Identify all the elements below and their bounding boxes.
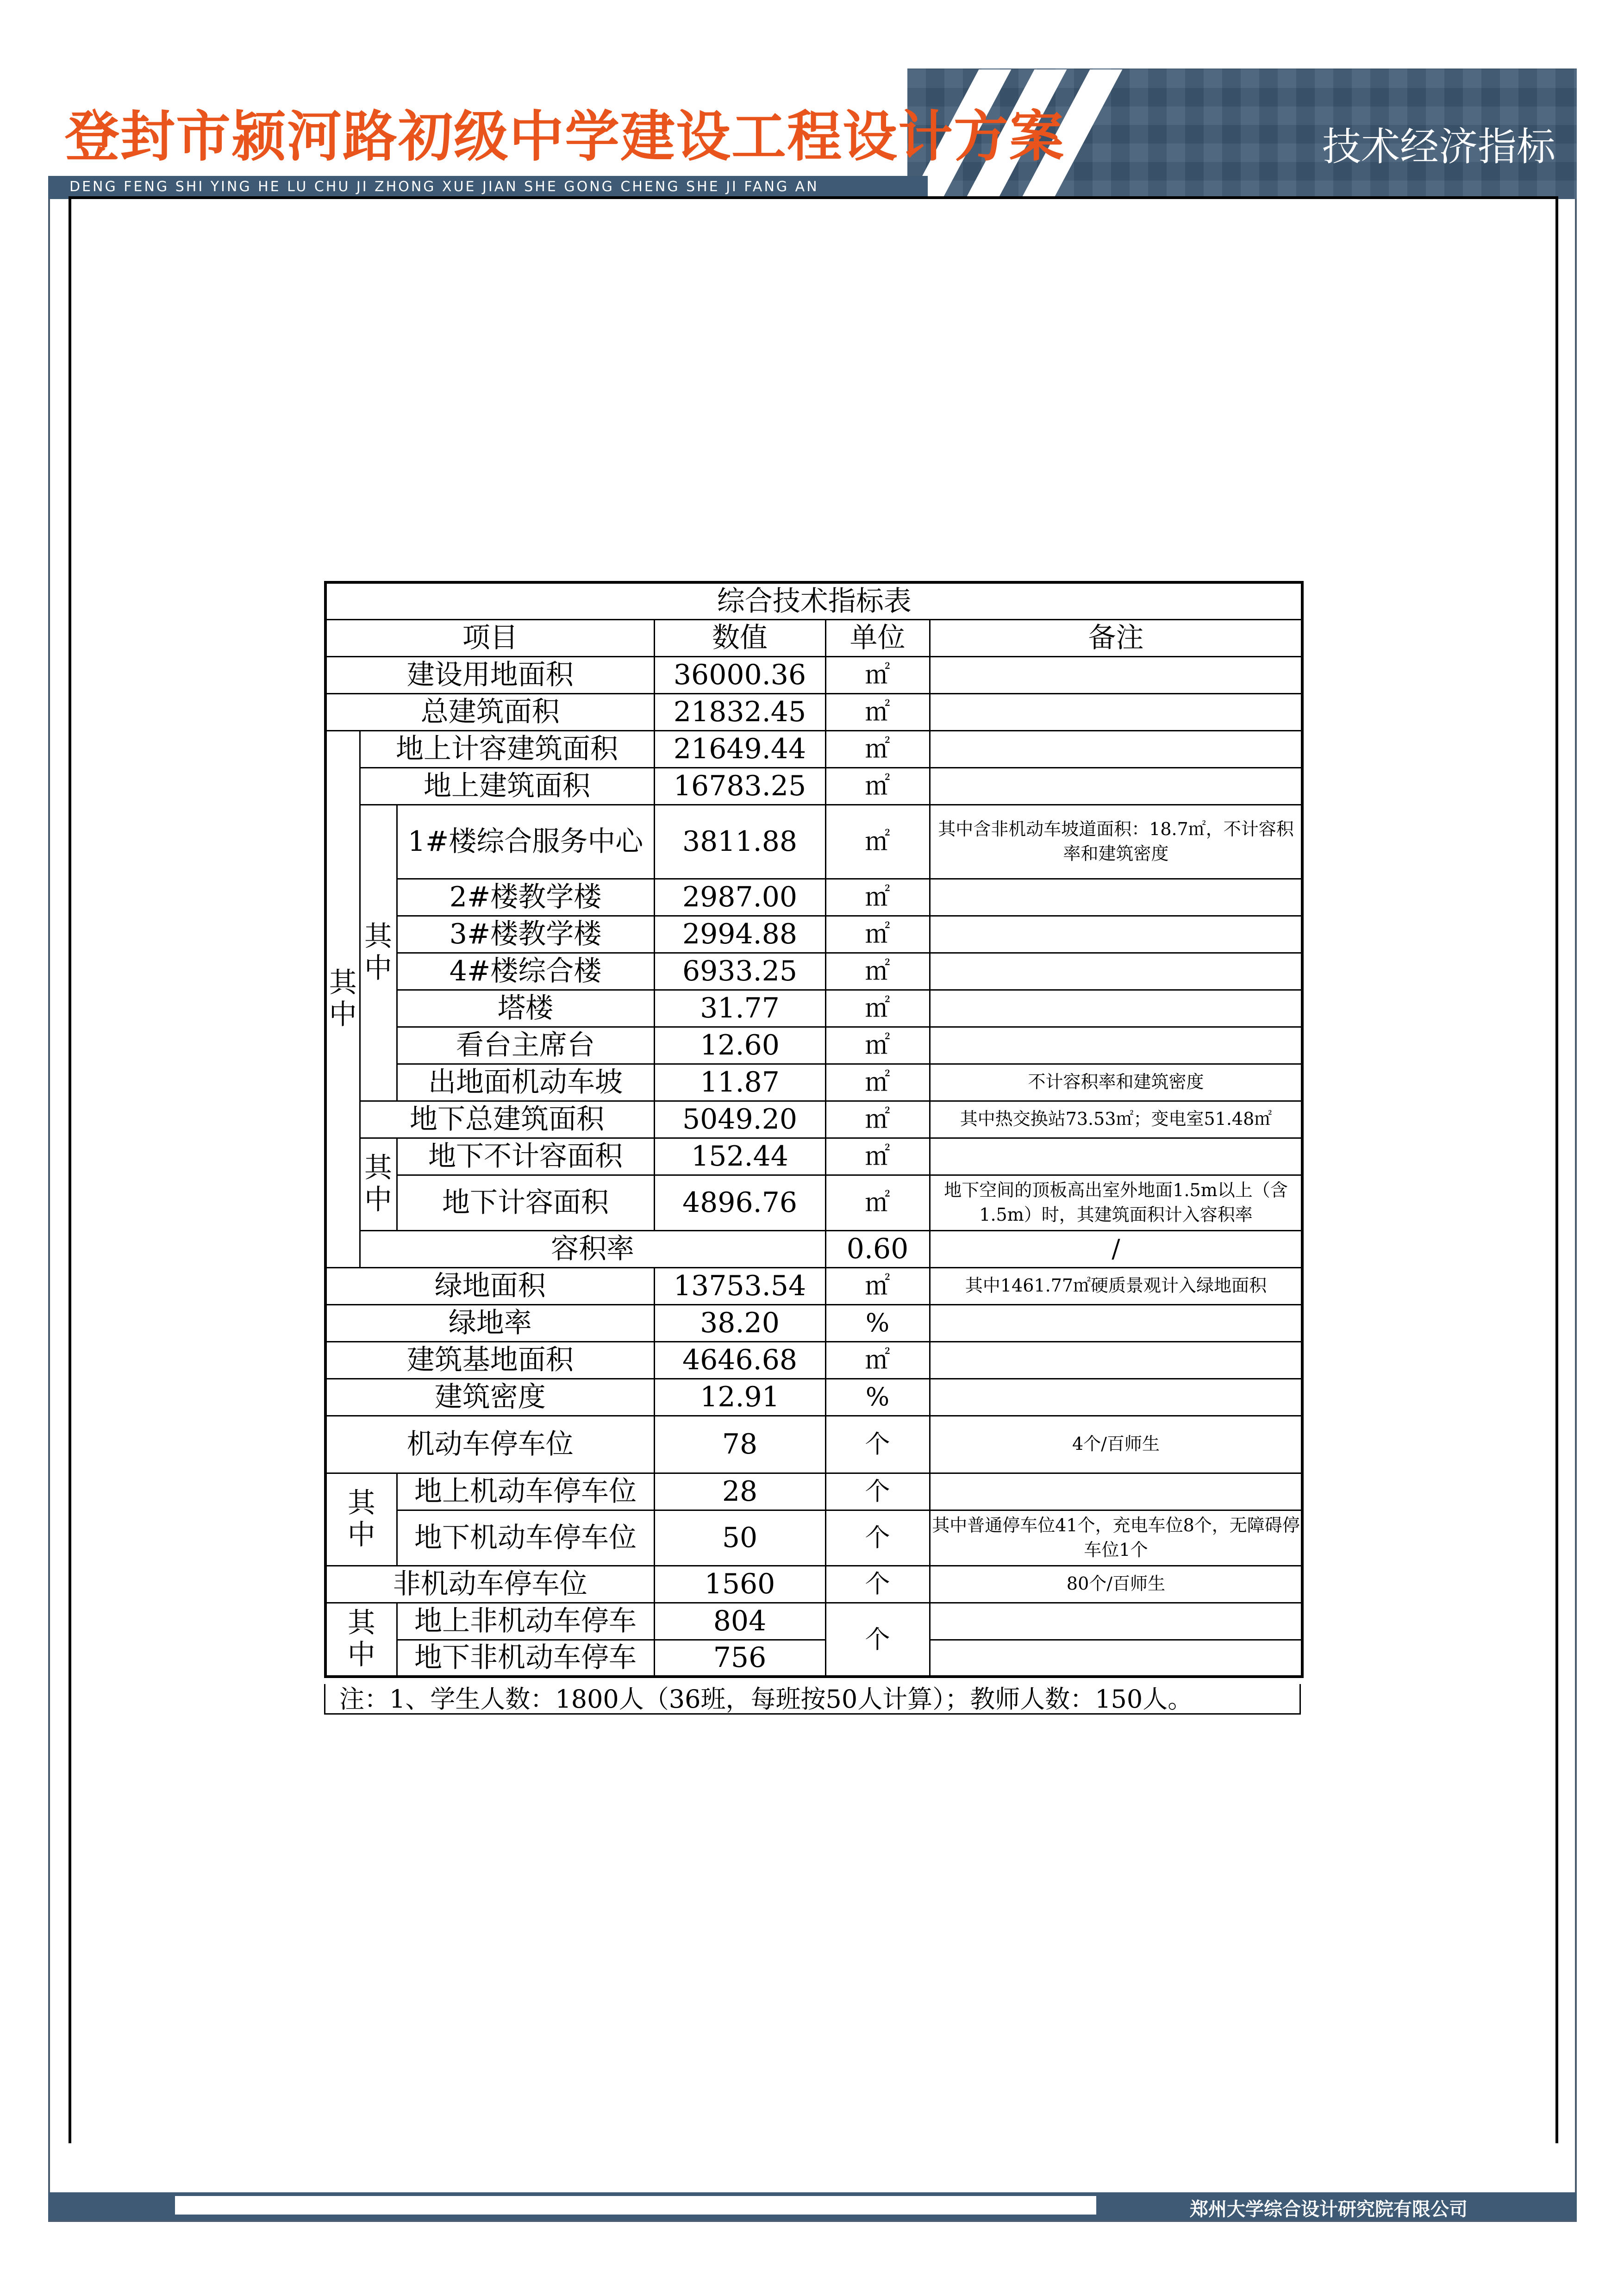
row-unit: % <box>825 1304 930 1341</box>
row-label: 总建筑面积 <box>325 693 654 730</box>
table-row <box>325 1379 1302 1416</box>
row-note: 80个/百师生 <box>930 1566 1302 1603</box>
row-unit: ㎡ <box>825 1101 930 1138</box>
row-label: 非机动车停车位 <box>325 1566 654 1603</box>
row-label: 2#楼教学楼 <box>397 879 654 916</box>
table-row <box>325 1566 1302 1603</box>
row-value: 4896.76 <box>654 1175 825 1230</box>
row-unit: ㎡ <box>825 730 930 767</box>
row-value: 50 <box>654 1510 825 1566</box>
row-value: 28 <box>654 1473 825 1510</box>
table-row <box>325 1473 1302 1510</box>
row-unit: ㎡ <box>825 990 930 1027</box>
table-row <box>325 953 1302 990</box>
table-row <box>325 656 1302 693</box>
row-label: 3#楼教学楼 <box>397 916 654 953</box>
row-label: 4#楼综合楼 <box>397 953 654 990</box>
row-unit: ㎡ <box>825 1027 930 1064</box>
header-note: 备注 <box>930 619 1302 656</box>
row-value: 78 <box>654 1416 825 1473</box>
qizhong-label-underground: 其中 <box>360 1138 397 1230</box>
row-value: 12.60 <box>654 1027 825 1064</box>
row-label: 地下计容面积 <box>397 1175 654 1230</box>
qizhong-label-parking: 其中 <box>325 1473 397 1566</box>
row-value: 38.20 <box>654 1304 825 1341</box>
row-value: 12.91 <box>654 1379 825 1416</box>
row-value: 5049.20 <box>654 1101 825 1138</box>
row-unit: 个 <box>825 1510 930 1566</box>
row-note: 其中1461.77㎡硬质景观计入绿地面积 <box>930 1267 1302 1304</box>
row-unit: ㎡ <box>825 1064 930 1101</box>
row-label: 出地面机动车坡 <box>397 1064 654 1101</box>
row-value: 1560 <box>654 1566 825 1603</box>
row-value: 3811.88 <box>654 805 825 879</box>
row-value: 756 <box>654 1640 825 1677</box>
row-label: 地下非机动车停车 <box>397 1640 654 1677</box>
row-note <box>930 953 1302 990</box>
row-note <box>930 1304 1302 1341</box>
table-row <box>325 1027 1302 1064</box>
row-value: 4646.68 <box>654 1341 825 1379</box>
footer-blank-strip <box>175 2196 1096 2215</box>
row-unit: ㎡ <box>825 805 930 879</box>
table-row <box>325 1416 1302 1473</box>
row-label: 塔楼 <box>397 990 654 1027</box>
row-label: 建筑基地面积 <box>325 1341 654 1379</box>
row-label: 1#楼综合服务中心 <box>397 805 654 879</box>
row-value: 2987.00 <box>654 879 825 916</box>
qizhong-label-bike: 其中 <box>325 1603 397 1677</box>
header-item: 项目 <box>325 619 654 656</box>
row-unit: ㎡ <box>825 879 930 916</box>
row-note: 不计容积率和建筑密度 <box>930 1064 1302 1101</box>
row-value: 2994.88 <box>654 916 825 953</box>
table-footnote: 注：1、学生人数：1800人（36班，每班按50人计算）；教师人数：150人。 <box>324 1684 1301 1715</box>
header-unit: 单位 <box>825 619 930 656</box>
row-label: 地下不计容面积 <box>397 1138 654 1175</box>
table-row <box>325 1510 1302 1566</box>
row-unit: / <box>930 1230 1302 1267</box>
row-label: 地上非机动车停车 <box>397 1603 654 1640</box>
row-note <box>930 916 1302 953</box>
qizhong-label-outer: 其中 <box>325 730 360 1267</box>
row-value: 11.87 <box>654 1064 825 1101</box>
table-row <box>325 1267 1302 1304</box>
row-unit: ㎡ <box>825 1138 930 1175</box>
row-label: 地下机动车停车位 <box>397 1510 654 1566</box>
row-note: 其中普通停车位41个，充电车位8个，无障碍停车位1个 <box>930 1510 1302 1566</box>
section-label: 技术经济指标 <box>1322 124 1555 169</box>
table-row <box>325 1138 1302 1175</box>
row-note: 其中含非机动车坡道面积：18.7㎡，不计容积率和建筑密度 <box>930 805 1302 879</box>
row-note <box>930 1640 1302 1677</box>
table-row <box>325 916 1302 953</box>
table-row <box>325 1230 1302 1267</box>
row-note <box>930 1379 1302 1416</box>
row-label: 地下总建筑面积 <box>360 1101 654 1138</box>
row-label: 地上建筑面积 <box>360 767 654 805</box>
row-value: 36000.36 <box>654 656 825 693</box>
row-label: 绿地面积 <box>325 1267 654 1304</box>
table-row <box>325 1640 1302 1677</box>
row-label: 建筑密度 <box>325 1379 654 1416</box>
row-note <box>930 1603 1302 1640</box>
row-unit: 个 <box>825 1473 930 1510</box>
row-value: 6933.25 <box>654 953 825 990</box>
row-unit: 个 <box>825 1566 930 1603</box>
row-unit: ㎡ <box>825 1341 930 1379</box>
row-value: 21649.44 <box>654 730 825 767</box>
row-label: 地上机动车停车位 <box>397 1473 654 1510</box>
row-note <box>930 656 1302 693</box>
row-unit: 个 <box>825 1416 930 1473</box>
table-row <box>325 805 1302 879</box>
row-label: 看台主席台 <box>397 1027 654 1064</box>
table-caption: 综合技术指标表 <box>325 582 1302 619</box>
project-title: 登封市颍河路初级中学建设工程设计方案 <box>65 105 1065 168</box>
row-value: 13753.54 <box>654 1267 825 1304</box>
header-value: 数值 <box>654 619 825 656</box>
table-row <box>325 693 1302 730</box>
row-value: 16783.25 <box>654 767 825 805</box>
row-unit: ㎡ <box>825 953 930 990</box>
company-name: 郑州大学综合设计研究院有限公司 <box>1190 2199 1468 2220</box>
row-label: 地上计容建筑面积 <box>360 730 654 767</box>
project-title-pinyin: DENG FENG SHI YING HE LU CHU JI ZHONG XUE JIAN SHE GONG CHENG SHE JI FANG AN <box>69 179 819 195</box>
row-note <box>930 879 1302 916</box>
row-label: 绿地率 <box>325 1304 654 1341</box>
row-value: 804 <box>654 1603 825 1640</box>
table-row <box>325 730 1302 767</box>
row-value: 31.77 <box>654 990 825 1027</box>
row-note <box>930 730 1302 767</box>
table-row <box>325 879 1302 916</box>
row-label: 容积率 <box>360 1230 825 1267</box>
row-note <box>930 693 1302 730</box>
row-note: 其中热交换站73.53㎡；变电室51.48㎡ <box>930 1101 1302 1138</box>
indicator-table <box>324 581 1304 1678</box>
row-unit: 个 <box>825 1603 930 1677</box>
table-row <box>325 1064 1302 1101</box>
row-note <box>930 1341 1302 1379</box>
table-header-row <box>325 619 1302 656</box>
row-unit: % <box>825 1379 930 1416</box>
row-value: 152.44 <box>654 1138 825 1175</box>
table-row <box>325 1341 1302 1379</box>
row-unit: ㎡ <box>825 656 930 693</box>
row-note: 4个/百师生 <box>930 1416 1302 1473</box>
row-unit: ㎡ <box>825 1267 930 1304</box>
row-value: 0.60 <box>825 1230 930 1267</box>
row-note <box>930 1027 1302 1064</box>
row-note <box>930 1138 1302 1175</box>
table-row <box>325 990 1302 1027</box>
row-unit: ㎡ <box>825 1175 930 1230</box>
row-unit: ㎡ <box>825 916 930 953</box>
row-note <box>930 990 1302 1027</box>
row-unit: ㎡ <box>825 767 930 805</box>
row-note <box>930 767 1302 805</box>
table-row <box>325 1101 1302 1138</box>
row-label: 机动车停车位 <box>325 1416 654 1473</box>
table-row <box>325 1175 1302 1230</box>
row-label: 建设用地面积 <box>325 656 654 693</box>
row-unit: ㎡ <box>825 693 930 730</box>
qizhong-label-inner: 其中 <box>360 805 397 1101</box>
table-row <box>325 767 1302 805</box>
table-row <box>325 1603 1302 1640</box>
row-note <box>930 1473 1302 1510</box>
row-value: 21832.45 <box>654 693 825 730</box>
table-row <box>325 1304 1302 1341</box>
row-note: 地下空间的顶板高出室外地面1.5m以上（含1.5m）时，其建筑面积计入容积率 <box>930 1175 1302 1230</box>
